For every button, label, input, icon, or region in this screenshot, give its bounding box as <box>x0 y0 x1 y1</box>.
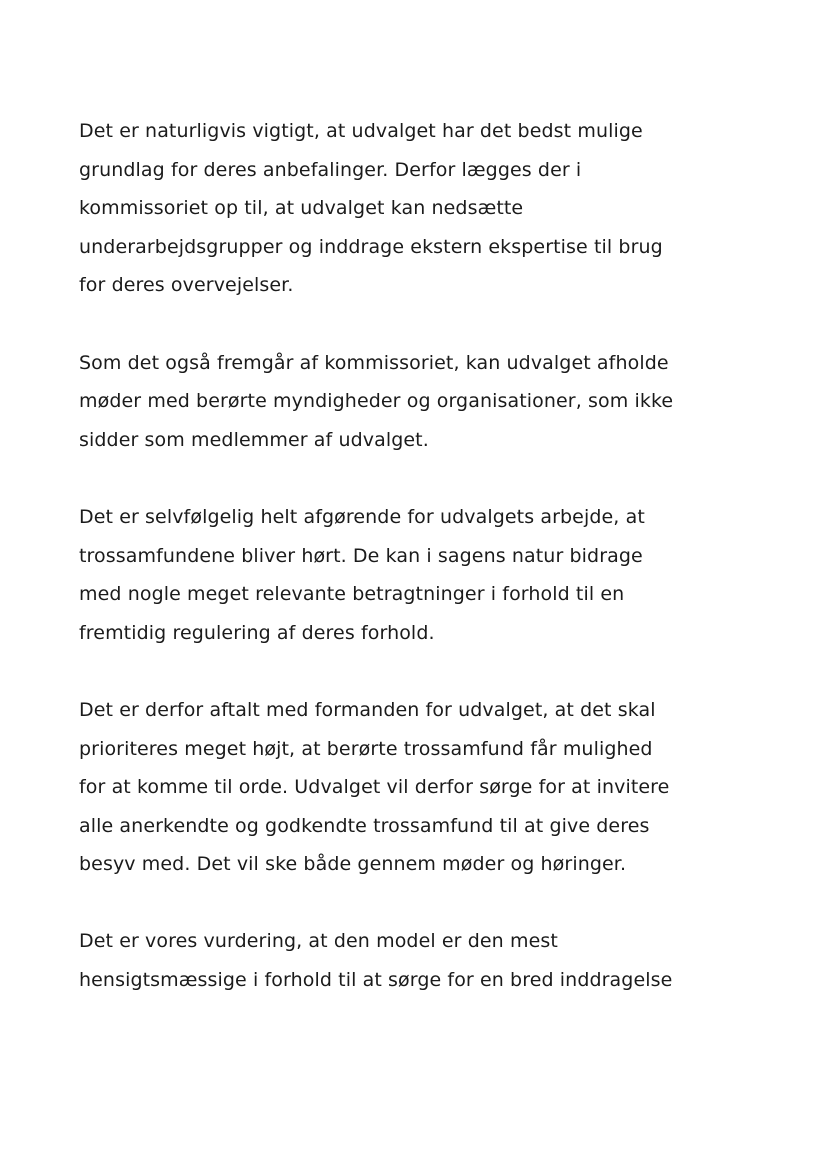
text-line: sidder som medlemmer af udvalget. <box>79 428 429 451</box>
text-line: Det er vores vurdering, at den model er den mest <box>79 930 558 953</box>
paragraph <box>79 498 769 652</box>
paragraph <box>79 691 769 884</box>
text-line: alle anerkendte og godkendte trossamfund til at give deres <box>79 814 650 837</box>
document-text <box>79 112 769 1000</box>
text-line: grundlag for deres anbefalinger. Derfor lægges der i <box>79 158 582 181</box>
paragraph <box>79 344 769 460</box>
text-line: hensigtsmæssige i forhold til at sørge for en bred inddragelse <box>79 969 673 992</box>
text-line: fremtidig regulering af deres forhold. <box>79 621 435 644</box>
text-line: besyv med. Det vil ske både gennem møder og høringer. <box>79 853 627 876</box>
text-line: for at komme til orde. Udvalget vil derfor sørge for at invitere <box>79 776 670 799</box>
paragraph <box>79 112 769 305</box>
text-line: Det er naturligvis vigtigt, at udvalget har det bedst mulige <box>79 120 643 142</box>
text-line: prioriteres meget højt, at berørte trossamfund får mulighed <box>79 737 653 760</box>
text-line: Det er selvfølgelig helt afgørende for udvalgets arbejde, at <box>79 505 645 528</box>
text-line: for deres overvejelser. <box>79 274 294 297</box>
text-line: Det er derfor aftalt med formanden for udvalget, at det skal <box>79 698 656 721</box>
text-line: med nogle meget relevante betragtninger i forhold til en <box>79 583 625 606</box>
text-line: underarbejdsgrupper og inddrage ekstern ekspertise til brug <box>79 235 663 258</box>
text-line: Som det også fremgår af kommissoriet, kan udvalget afholde <box>79 351 669 374</box>
text-line: møder med berørte myndigheder og organisationer, som ikke <box>79 390 674 413</box>
text-line: trossamfundene bliver hørt. De kan i sagens natur bidrage <box>79 544 643 567</box>
text-line: kommissoriet op til, at udvalget kan nedsætte <box>79 197 524 220</box>
paragraph <box>79 922 769 999</box>
